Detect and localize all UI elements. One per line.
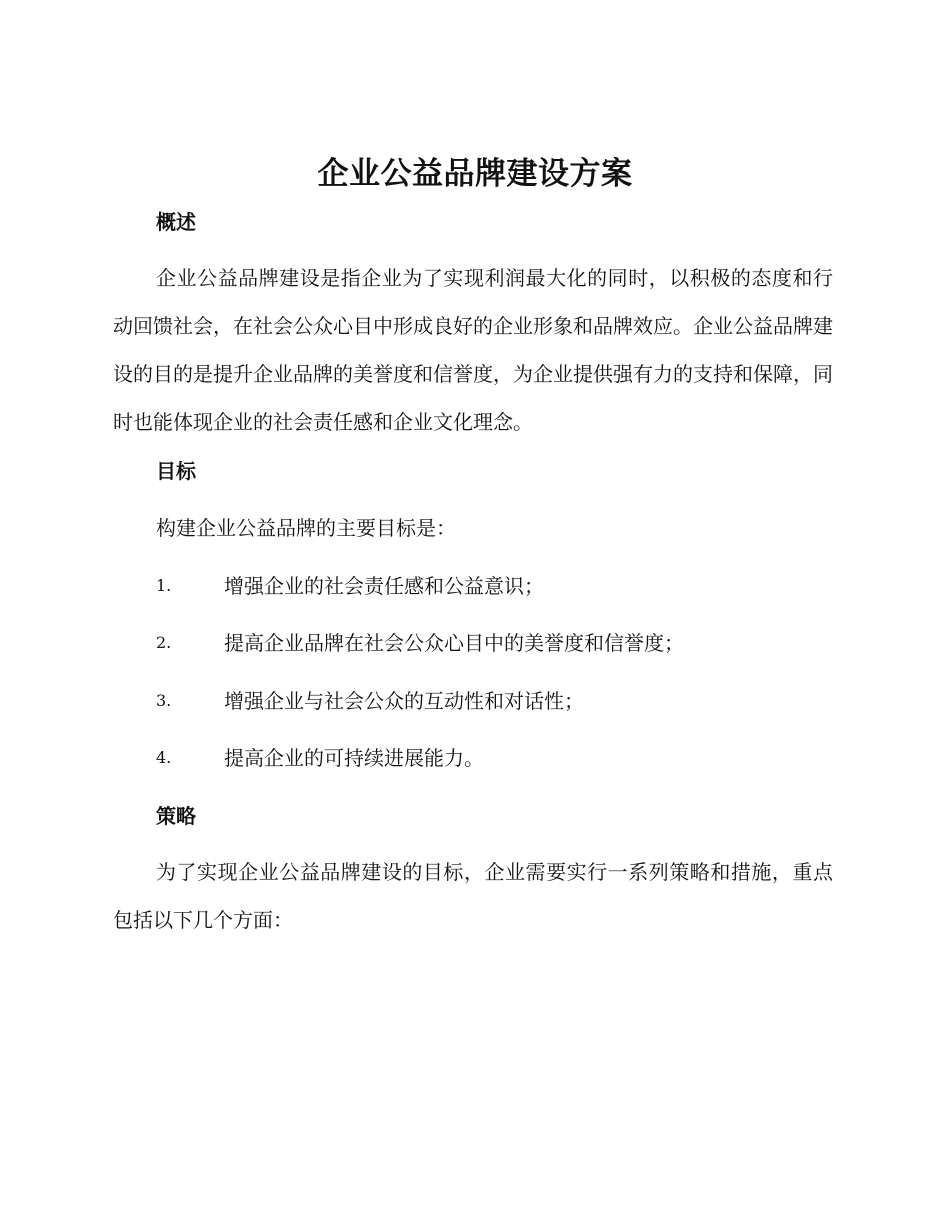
list-item-text: 增强企业与社会公众的互动性和对话性； bbox=[224, 689, 584, 713]
section-heading-overview: 概述 bbox=[156, 210, 196, 234]
list-item-text: 提高企业品牌在社会公众心目中的美誉度和信誉度； bbox=[224, 631, 684, 655]
list-item-number: 1. bbox=[156, 576, 172, 595]
list-item-number: 2. bbox=[156, 633, 172, 652]
strategy-paragraph: 为了实现企业公益品牌建设的目标，企业需要实行一系列策略和措施，重点包括以下几个方面： bbox=[113, 860, 833, 932]
goals-intro: 构建企业公益品牌的主要目标是： bbox=[156, 516, 456, 540]
overview-paragraph: 企业公益品牌建设是指企业为了实现利润最大化的同时，以积极的态度和行动回馈社会，在社会公众心目中形成良好的企业形象和品牌效应。企业公益品牌建设的目的是提升企业品牌的美誉度和信誉度，为企业提供强有力的支持和保障，同时也能体现企业的社会责任感和企业文化理念。 bbox=[113, 266, 833, 434]
section-heading-strategy: 策略 bbox=[156, 804, 196, 828]
list-item bbox=[156, 687, 584, 715]
list-item-text: 增强企业的社会责任感和公益意识； bbox=[224, 574, 544, 598]
list-item-text: 提高企业的可持续进展能力。 bbox=[224, 746, 484, 770]
list-item bbox=[156, 629, 684, 657]
list-item bbox=[156, 572, 544, 600]
list-item-number: 3. bbox=[156, 691, 172, 710]
list-item bbox=[156, 744, 484, 772]
section-heading-goals: 目标 bbox=[156, 459, 196, 483]
list-item-number: 4. bbox=[156, 748, 172, 767]
document-title: 企业公益品牌建设方案 bbox=[317, 156, 633, 192]
